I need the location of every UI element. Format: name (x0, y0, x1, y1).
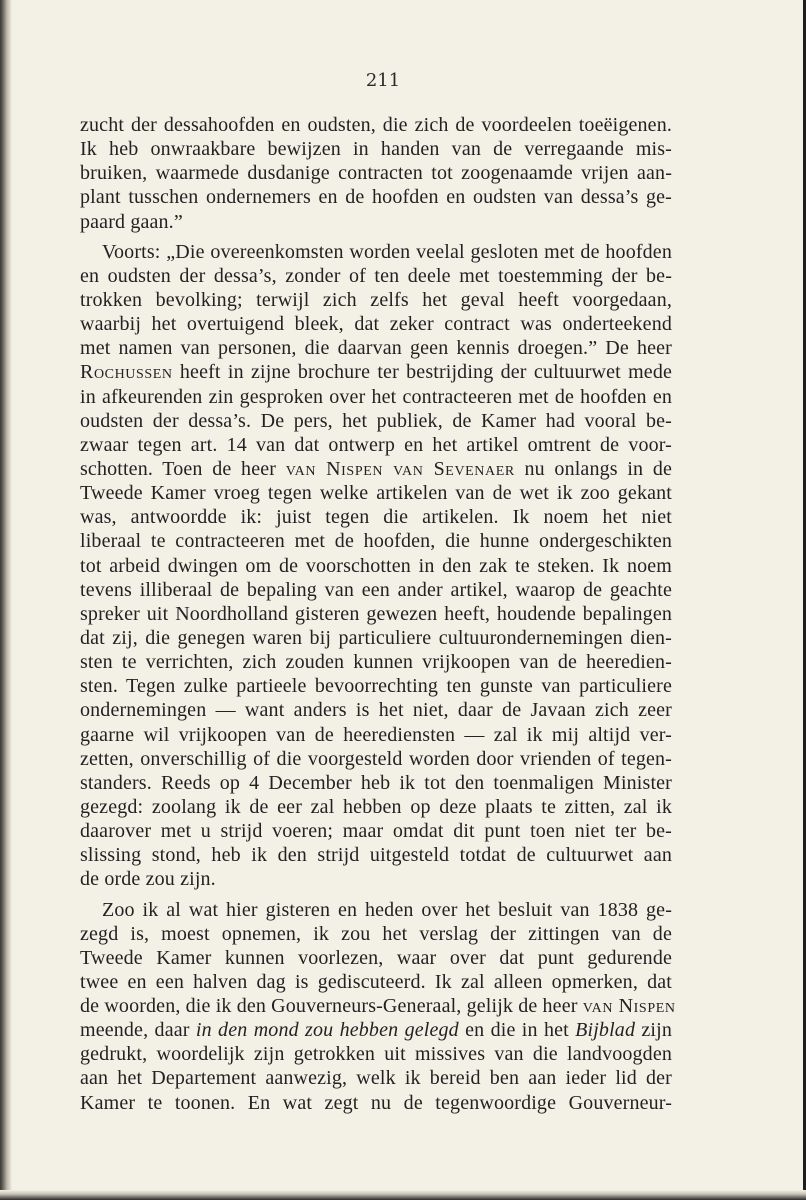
italic-phrase: Bijblad (575, 1019, 636, 1042)
text-line: en oudsten der dessa’s, zonder of ten deele met toestemming der be- (80, 264, 672, 287)
text-line: gaarne wil vrijkoopen van de heerediensten — zal ik mij altijd ver- (80, 723, 672, 746)
text-line (80, 1018, 672, 1042)
text-line: spreker uit Noordholland gisteren gewezen heeft, houdende bepalingen (80, 602, 672, 625)
text-line: twee en een halven dag is gediscuteerd. Ik zal alleen opmerken, dat (80, 970, 672, 993)
text-line: slissing stond, heb ik den strijd uitgesteld totdat de cultuurwet aan (80, 844, 672, 867)
text-line: aan het Departement aanwezig, welk ik bereid ben aan ieder lid der (80, 1067, 672, 1090)
text-line: met namen van personen, die daarvan geen kennis droegen.” De heer (80, 337, 672, 360)
text-line: zwaar tegen art. 14 van dat ontwerp en het artikel omtrent de voor- (80, 433, 672, 456)
text-line (80, 360, 672, 384)
page-bottom-border (0, 1190, 806, 1200)
text-line: paard gaan.” (80, 210, 183, 233)
text-line: zegd is, moest opnemen, ik zou het verslag der zittingen van de (80, 922, 672, 945)
text-line: de orde zou zijn. (80, 868, 216, 891)
text-line: Tweede Kamer vroeg tegen welke artikelen van de wet ik zoo gekant (80, 482, 672, 505)
text-line: ondernemingen — want anders is het niet, daar de Javaan zich zeer (80, 699, 672, 722)
small-caps-name: Rochussen (80, 361, 173, 384)
text-line: Kamer te toonen. En wat zegt nu de tegenwoordige Gouverneur- (80, 1091, 672, 1114)
text-line: Ik heb onwraakbare bewijzen in handen van de verregaande mis- (80, 138, 672, 161)
text-line: Tweede Kamer kunnen voorlezen, waar over dat punt gedurende (80, 946, 672, 969)
text-segment: schotten. Toen de heer (80, 457, 286, 480)
text-line: daarover met u strijd voeren; maar omdat dit punt toen niet ter be- (80, 820, 672, 843)
text-line: in afkeurenden zin gesproken over het contracteeren met de hoofden en (80, 385, 672, 408)
text-segment: en die in het (458, 1019, 576, 1042)
page-binding-edge (0, 0, 12, 1200)
text-line: liberaal te contracteeren met de hoofden, die hunne ondergeschikten (80, 530, 672, 553)
text-line (80, 994, 676, 1018)
italic-phrase: in den mond zou hebben gelegd (195, 1019, 459, 1042)
text-line: tevens illiberaal de bepaling van een ander artikel, waarop de geachte (80, 578, 672, 601)
text-line: plant tusschen ondernemers en de hoofden en oudsten van dessa’s ge- (80, 186, 672, 209)
text-line: Voorts: „Die overeenkomsten worden veelal gesloten met de hoofden (102, 240, 672, 263)
text-line: tot arbeid dwingen om de voorschotten in den zak te steken. Ik noem (80, 554, 672, 577)
text-line: gezegd: zoolang ik de eer zal hebben op deze plaats te zitten, zal ik (80, 795, 672, 818)
paragraph (80, 898, 676, 1115)
text-line: Zoo ik al wat hier gisteren en heden over het besluit van 1838 ge- (102, 898, 672, 921)
text-segment: zijn (635, 1019, 672, 1042)
text-line: zetten, onverschillig of die voorgesteld worden door vrienden of tegen- (80, 747, 672, 770)
paragraph (80, 113, 672, 234)
text-line: zucht der dessahoofden en oudsten, die zich de voordeelen toeëigenen. (80, 114, 672, 136)
text-line: was, antwoordde ik: juist tegen die artikelen. Ik noem het niet (80, 506, 672, 529)
paragraph (80, 240, 672, 892)
text-line: sten. Tegen zulke partieele bevoorrechting ten gunste van particuliere (80, 675, 672, 698)
small-caps-name: van Nispen (582, 995, 676, 1018)
text-line: waarbij het overtuigend bleek, dat zeker contract was onderteekend (80, 313, 672, 336)
text-line (80, 457, 672, 481)
text-segment: de woorden, die ik den Gouverneurs-Generaal, gelijk de heer (80, 995, 583, 1018)
text-segment: meende, daar (80, 1019, 196, 1042)
text-segment: heeft in zijne brochure ter bestrijding der cultuurwet mede (172, 361, 672, 384)
text-line: sten te verrichten, zich zouden kunnen vrijkoopen van de heeredien- (80, 651, 672, 674)
small-caps-name: van Nispen van Sevenaer (285, 457, 515, 480)
body-text (80, 113, 676, 1115)
text-line: gedrukt, woordelijk zijn getrokken uit missives van die landvoogden (80, 1043, 672, 1066)
text-line: dat zij, die genegen waren bij particuliere cultuurondernemingen dien- (80, 626, 672, 649)
text-line: standers. Reeds op 4 December heb ik tot den toenmaligen Minister (80, 771, 672, 794)
text-line: trokken bevolking; terwijl zich zelfs het geval heeft voorgedaan, (80, 288, 672, 311)
text-line: bruiken, waarmede dusdanige contracten tot zoogenaamde vrijen aan- (80, 162, 672, 185)
text-segment: nu onlangs in de (514, 457, 673, 480)
page-number: 211 (365, 70, 401, 91)
text-line: oudsten der dessa’s. De pers, het publiek, de Kamer had vooral be- (80, 409, 672, 432)
